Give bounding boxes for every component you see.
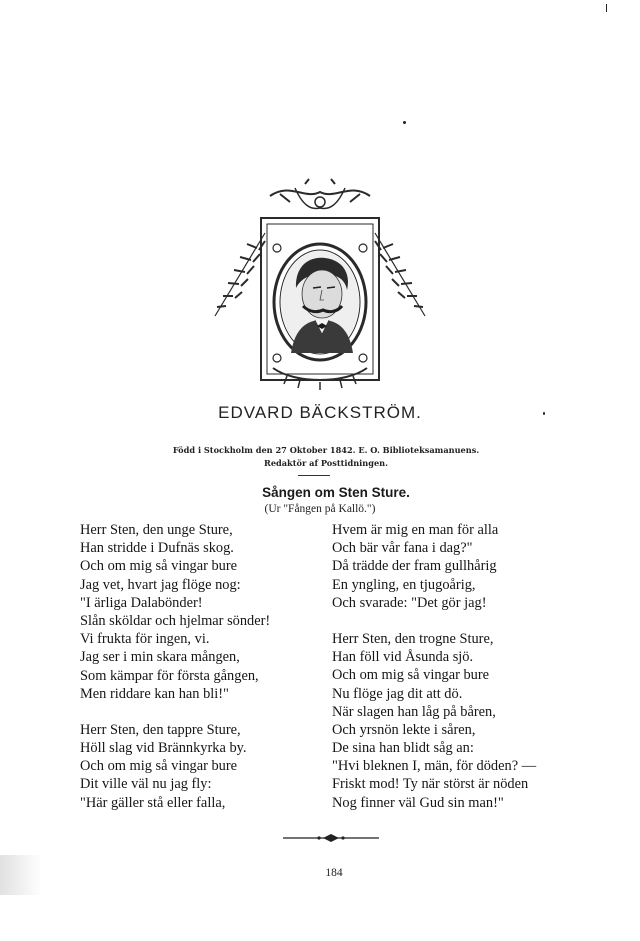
verse-line: Dit ville väl nu jag fly: [80, 776, 212, 793]
poem-column-left [80, 521, 270, 830]
verse-line: Slån sköldar och hjelmar sönder! [80, 612, 271, 629]
poem-column-right [332, 521, 536, 830]
verse-line: Hvem är mig en man för alla [332, 522, 499, 538]
verse-line: Jag vet, hvart jag flöge nog: [80, 576, 241, 593]
verse-line: Då trädde der fram gullhårig [332, 558, 497, 575]
author-name: EDVARD BÄCKSTRÖM. [218, 403, 422, 422]
verse-line: Och bär vår fana i dag?" [332, 540, 473, 557]
verse-line: "Här gäller stå eller falla, [80, 794, 226, 811]
verse-line: Jag ser i min skara mången, [80, 649, 240, 666]
poem-stanza [80, 521, 270, 703]
verse-line: "I ärliga Dalabönder! [80, 594, 203, 611]
verse-line: Han stridde i Dufnäs skog. [80, 540, 234, 557]
verse-line: Herr Sten, den tappre Sture, [80, 721, 241, 738]
ink-speck [606, 4, 607, 12]
verse-line: Herr Sten, den unge Sture, [80, 522, 233, 538]
verse-line: Och svarade: "Det gör jag! [332, 594, 487, 611]
author-portrait-engraving [195, 178, 445, 390]
verse-line: Nu flöge jag dit att dö. [332, 685, 463, 702]
verse-line: Och om mig så vingar bure [332, 667, 490, 684]
verse-line: Han föll vid Åsunda sjö. [332, 649, 474, 666]
verse-line: Men riddare kan han bli!" [80, 685, 229, 702]
author-bio-line: Född i Stockholm den 27 Oktober 1842. E. O. Biblioteksamanuens. [172, 445, 480, 455]
song-source: (Ur "Fången på Kallö.") [264, 503, 376, 515]
poem-stanza [332, 630, 536, 812]
verse-line: Och om mig så vingar bure [80, 758, 238, 775]
verse-line: De sina han blidt såg an: [332, 740, 474, 757]
verse-line: När slagen han låg på båren, [332, 703, 496, 720]
end-ornament [283, 832, 379, 844]
poem-stanza [332, 521, 536, 612]
author-bio-line: Redaktör af Posttidningen. [264, 458, 388, 468]
verse-line: "Hvi bleknen I, män, för döden? — [332, 758, 537, 775]
scan-edge-shadow [0, 855, 42, 895]
section-divider [298, 475, 330, 476]
verse-line: Vi frukta för ingen, vi. [80, 631, 210, 648]
ink-speck [403, 121, 406, 124]
verse-line: Och yrsnön lekte i såren, [332, 721, 476, 738]
poem-stanza [80, 721, 270, 812]
verse-line: Friskt mod! Ty när störst är nöden [332, 776, 529, 793]
verse-line: Nog finner väl Gud sin man!" [332, 794, 504, 811]
verse-line: Och om mig så vingar bure [80, 558, 238, 575]
verse-line: Höll slag vid Brännkyrka by. [80, 740, 247, 757]
verse-line: Som kämpar för första gången, [80, 667, 259, 684]
page-number: 184 [325, 867, 343, 879]
verse-line: Herr Sten, den trogne Sture, [332, 630, 494, 647]
verse-line: En yngling, en tjugoårig, [332, 576, 476, 593]
song-title: Sången om Sten Sture. [262, 485, 410, 500]
